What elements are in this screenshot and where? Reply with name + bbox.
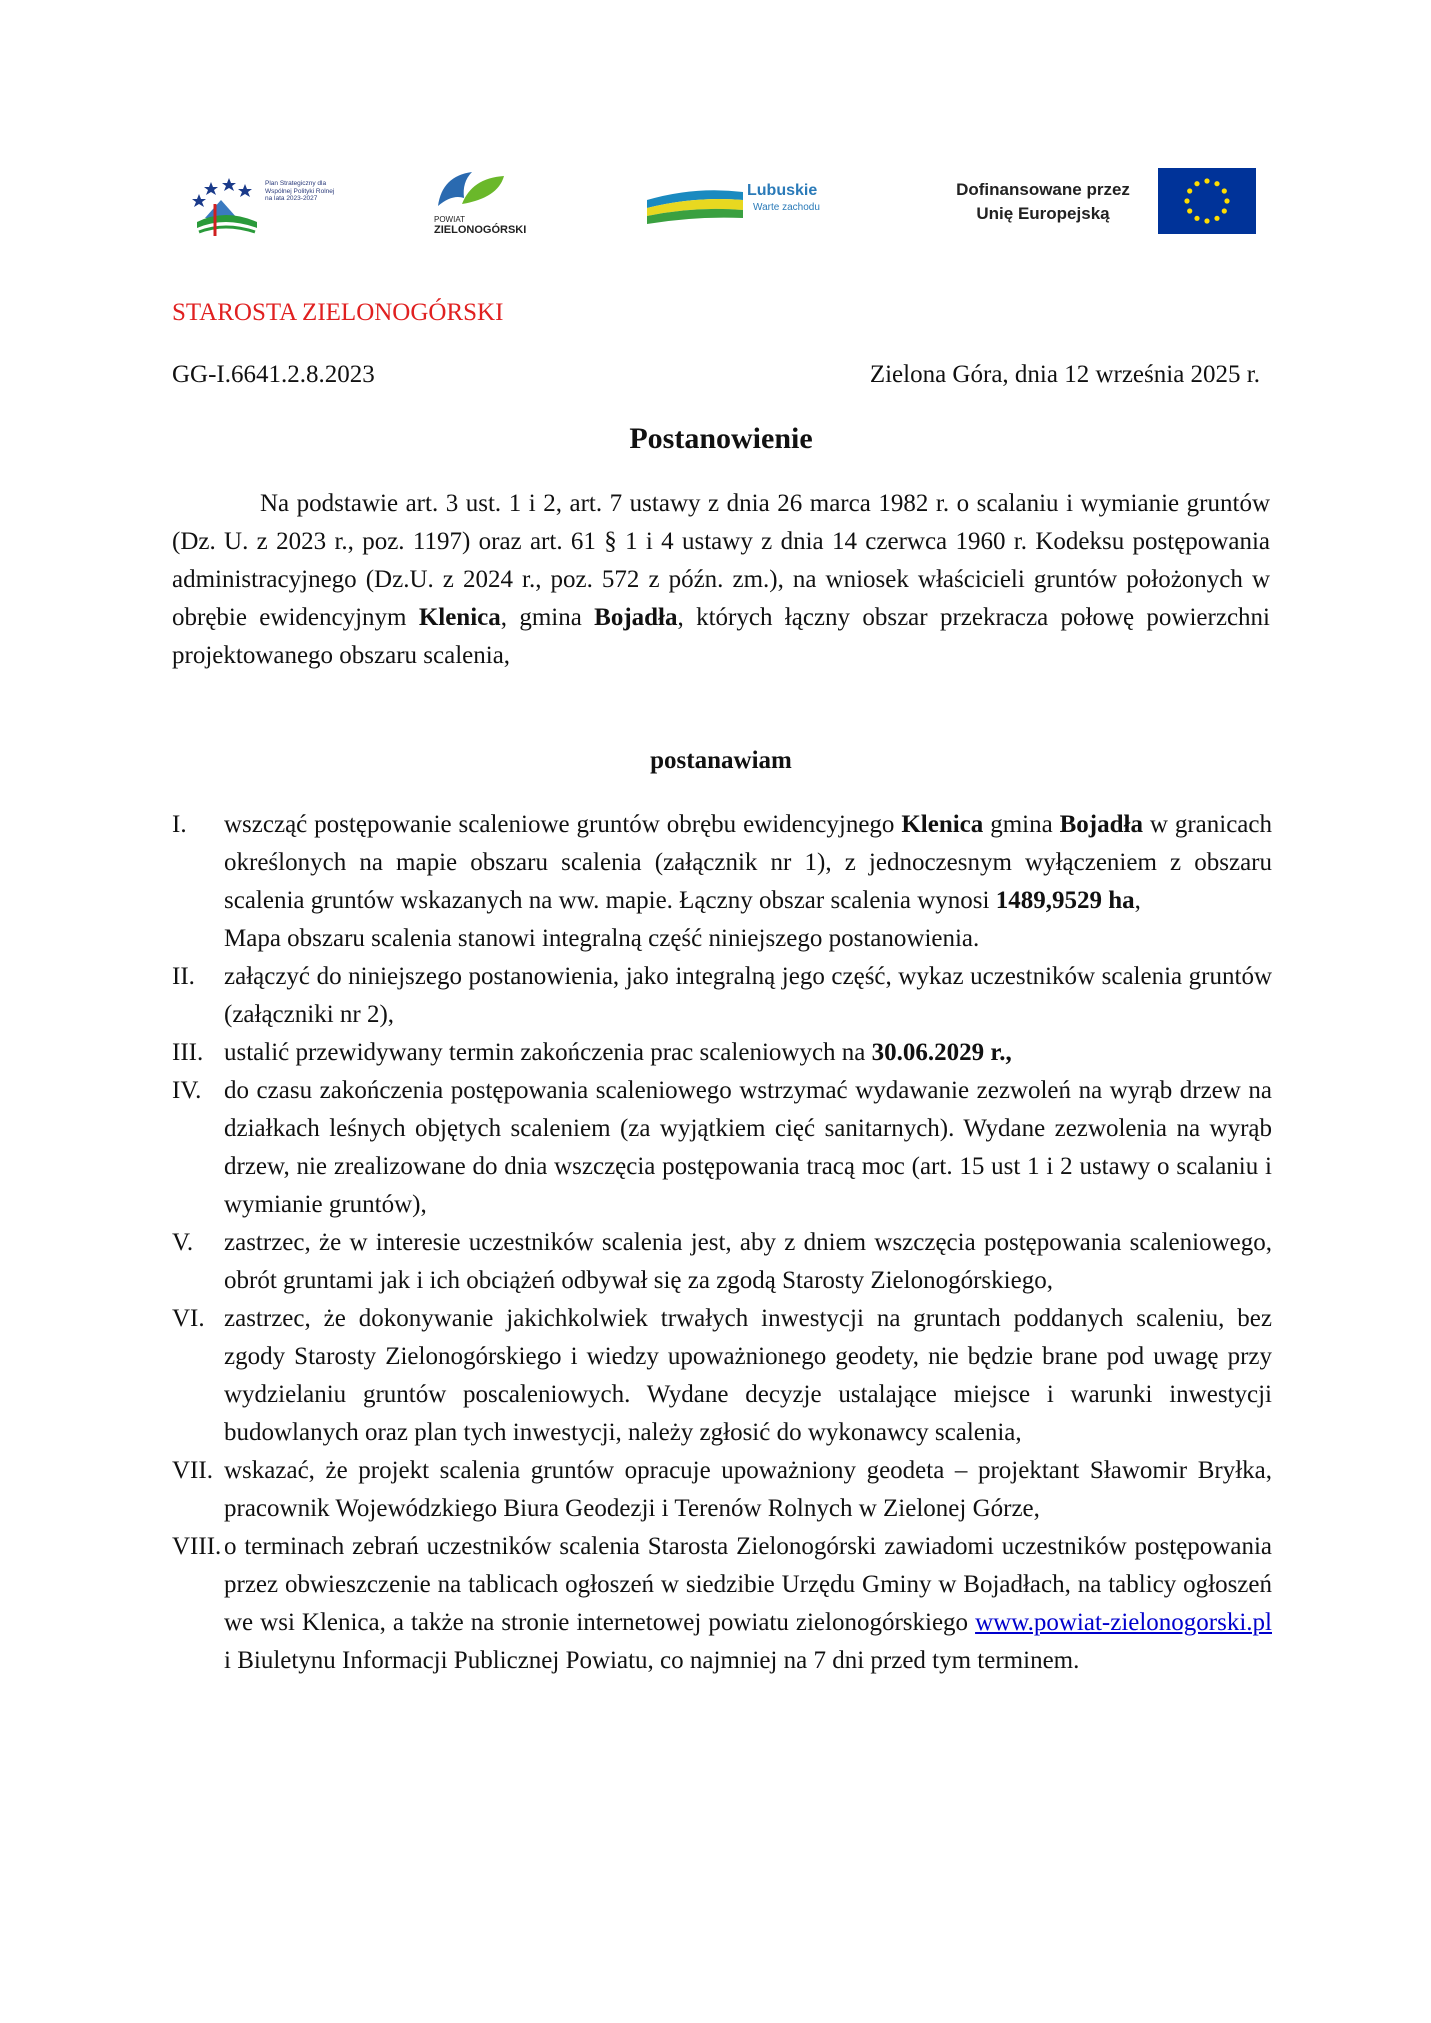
psp-logo <box>185 164 335 240</box>
eu-logo <box>938 168 1258 236</box>
powiat-text: POWIAT ZIELONOGÓRSKI <box>434 215 527 236</box>
document-date: Zielona Góra, dnia 12 września 2025 r. <box>869 361 1260 388</box>
powiat-emblem-icon <box>432 168 512 212</box>
list-item: I. wszcząć postępowanie scaleniowe gruntów obrębu ewidencyjnego Klenica gmina Bojadła w granicach określonych na mapie obszaru scalenia (załącznik nr 1), z jednoczesnym wyłączeniem z obszaru scalenia gruntów wskazanych na ww. mapie. Łączny obszar scalenia wynosi 1489,9529 ha, Mapa obszaru scalenia stanowi integralną część niniejszego postanowienia. <box>172 811 1272 952</box>
psp-emblem-icon <box>185 164 265 240</box>
list-item: III. ustalić przewidywany termin zakończenia prac scaleniowych na 30.06.2029 r., <box>172 1039 1012 1066</box>
logo-bar <box>0 162 1431 252</box>
document-title: Postanowienie <box>629 422 813 455</box>
psp-text: Plan Strategiczny dla Wspólnej Polityki Rolnej na lata 2023-2027 <box>265 180 335 202</box>
decision-list <box>172 806 1272 1680</box>
list-item: VII. wskazać, że projekt scalenia gruntów opracuje upoważniony geodeta – projektant Sławomir Bryłka, pracownik Wojewódzkiego Biura Geodezji i Terenów Rolnych w Zielonej Górze, <box>172 1457 1272 1522</box>
list-item: IV. do czasu zakończenia postępowania scaleniowego wstrzymać wydawanie zezwoleń na wyrąb drzew na działkach leśnych objętych scaleniem (za wyjątkiem cięć sanitarnych). Wydane zezwolenia na wyrąb drzew, nie zrealizowane do dnia wszczęcia postępowania tracą moc (art. 15 ust 1 i 2 ustawy o scalaniu i wymianie gruntów), <box>172 1077 1272 1218</box>
list-item: V. zastrzec, że w interesie uczestników scalenia jest, aby z dniem wszczęcia postępowania scaleniowego, obrót gruntami jak i ich obciążeń odbywał się za zgodą Starosty Zielonogórskiego, <box>172 1229 1272 1294</box>
powiat-website-link[interactable]: www.powiat-zielonogorski.pl <box>975 1609 1272 1636</box>
list-item: II. załączyć do niniejszego postanowienia, jako integralną jego część, wykaz uczestników scalenia gruntów (załączniki nr 2), <box>172 963 1272 1028</box>
authority-heading: STAROSTA ZIELONOGÓRSKI <box>172 299 504 326</box>
intro-paragraph: Na podstawie art. 3 ust. 1 i 2, art. 7 ustawy z dnia 26 marca 1982 r. o scalaniu i wymianie gruntów (Dz. U. z 2023 r., poz. 1197) oraz art. 61 § 1 i 4 ustawy z dnia 14 czerwca 1960 r. Kodeksu postępowania administracyjnego (Dz.U. z 2024 r., poz. 572 z późn. zm.), na wniosek właścicieli gruntów położonych w obrębie ewidencyjnym Klenica, gmina Bojadła, których łączny obszar przekracza połowę powierzchni projektowanego obszaru scalenia, <box>172 490 1270 669</box>
reference-line <box>172 356 1270 394</box>
lubuskie-logo <box>645 170 840 246</box>
lubuskie-emblem-icon <box>645 170 745 230</box>
case-reference: GG-I.6641.2.8.2023 <box>172 361 375 388</box>
list-item: VI. zastrzec, że dokonywanie jakichkolwiek trwałych inwestycji na gruntach poddanych scaleniu, bez zgody Starosty Zielonogórskiego i wiedzy upoważnionego geodety, nie będzie brane pod uwagę przy wydzielaniu gruntów poscaleniowych. Wydane decyzje ustalające miejsce i warunki inwestycji budowlanych oraz plan tych inwestycji, należy zgłosić do wykonawcy scalenia, <box>172 1305 1272 1446</box>
eu-flag-icon <box>1158 168 1256 234</box>
list-item: VIII. o terminach zebrań uczestników scalenia Starosta Zielonogórski zawiadomi uczestników postępowania przez obwieszczenie na tablicach ogłoszeń w siedzibie Urzędu Gminy w Bojadłach, na tablicy ogłoszeń we wsi Klenica, a także na stronie internetowej powiatu zielonogórskiego www.powiat-zielonogorski.pl i Biuletynu Informacji Publicznej Powiatu, co najmniej na 7 dni przed tym terminem. <box>172 1533 1272 1674</box>
lubuskie-subtitle: Warte zachodu <box>753 202 820 213</box>
lubuskie-title: Lubuskie <box>747 182 818 199</box>
decision-heading: postanawiam <box>650 747 792 774</box>
eu-funding-text: Dofinansowane przez Unię Europejską <box>956 180 1130 223</box>
powiat-logo <box>432 168 542 240</box>
